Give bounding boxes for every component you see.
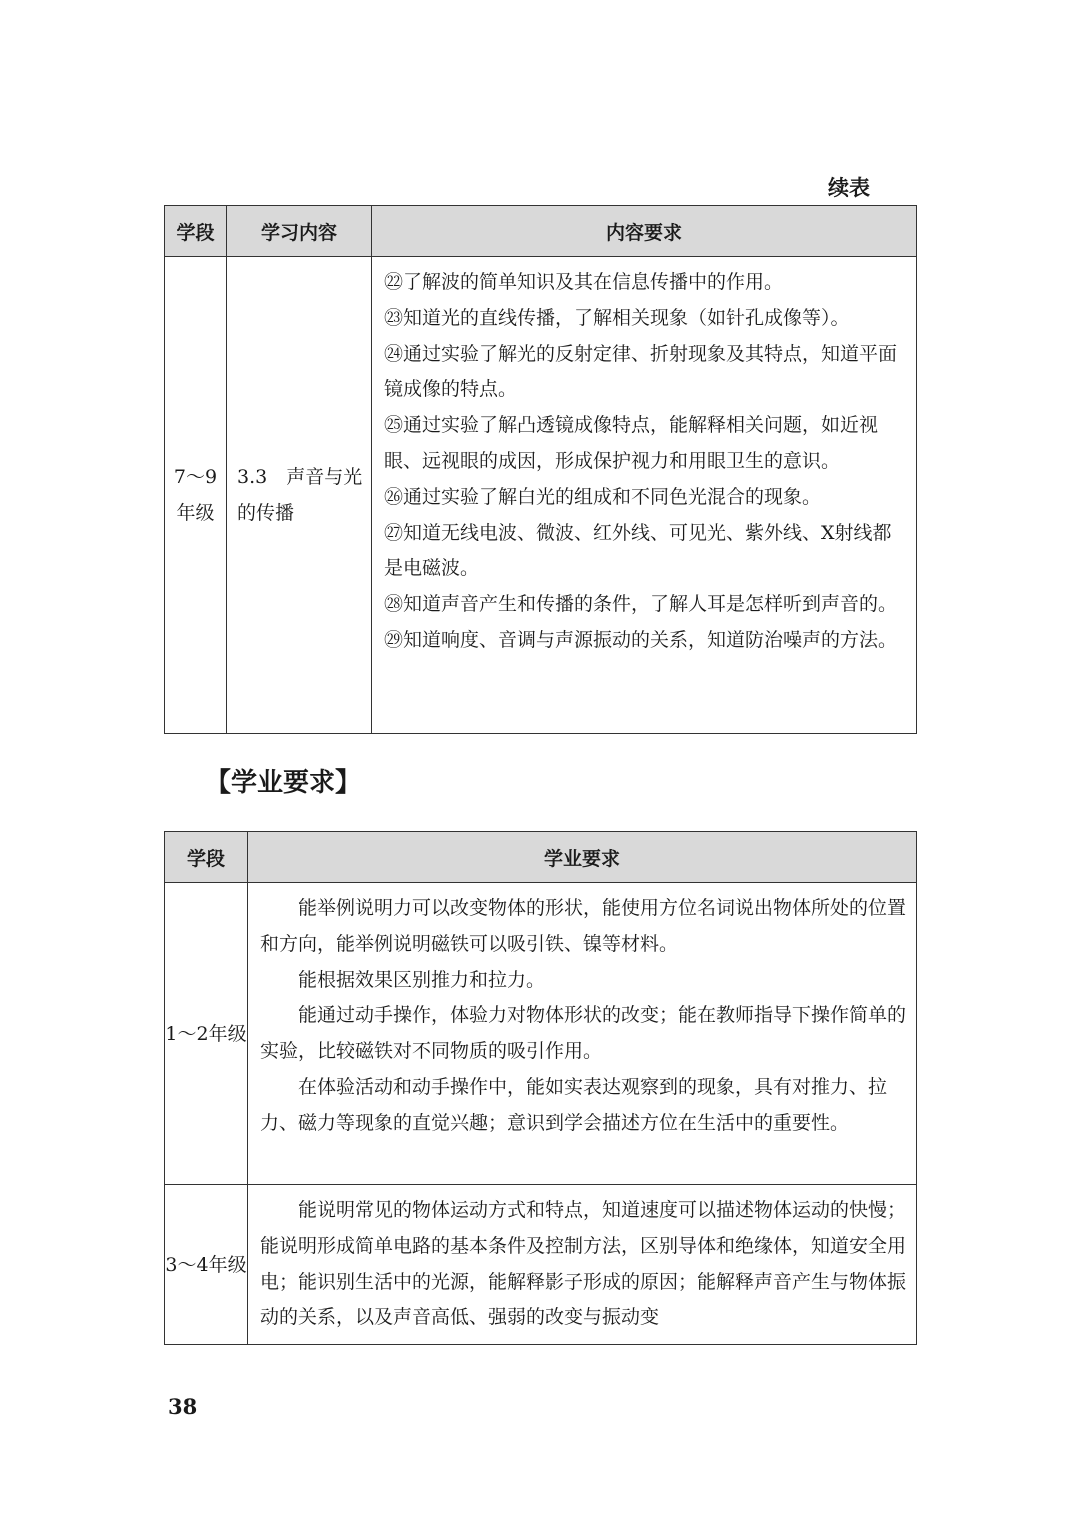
table-header-row — [165, 832, 917, 883]
paragraph: 在体验活动和动手操作中，能如实表达观察到的现象，具有对推力、拉力、磁力等现象的直觉兴趣；意识到学会描述方位在生活中的重要性。 — [260, 1075, 888, 1134]
learning-content-cell: 3.3 声音与光的传播 — [227, 257, 372, 734]
academic-requirements-cell — [248, 883, 917, 1185]
table-row — [165, 883, 917, 1185]
requirements-cell — [372, 257, 917, 734]
paragraph: 能说明常见的物体运动方式和特点，知道速度可以描述物体运动的快慢；能说明形成简单电路的基本条件及控制方法，区别导体和绝缘体，知道安全用电；能识别生活中的光源，能解释影子形成的原因；能解释声音产生与物体振动的关系，以及声音高低、强弱的改变与振动变 — [260, 1199, 907, 1329]
paragraph: 能举例说明力可以改变物体的形状，能使用方位名词说出物体所处的位置和方向，能举例说明磁铁可以吸引铁、镍等材料。 — [260, 897, 907, 955]
requirement-item: ㉗知道无线电波、微波、红外线、可见光、紫外线、X射线都是电磁波。 — [384, 521, 892, 580]
paragraph: 能通过动手操作，体验力对物体形状的改变；能在教师指导下操作简单的实验，比较磁铁对不同物质的吸引作用。 — [260, 1004, 907, 1063]
requirement-item: ㉙知道响度、音调与声源振动的关系，知道防治噪声的方法。 — [384, 628, 898, 651]
requirement-item: ㉕通过实验了解凸透镜成像特点，能解释相关问题，如近视眼、远视眼的成因，形成保护视力和用眼卫生的意识。 — [384, 414, 879, 472]
requirement-item: ㉒了解波的简单知识及其在信息传播中的作用。 — [384, 271, 784, 293]
continuation-label: 续表 — [828, 176, 870, 200]
table-header-row — [165, 206, 917, 257]
requirement-item: ㉓知道光的直线传播，了解相关现象（如针孔成像等）。 — [384, 306, 850, 329]
requirement-item: ㉖通过实验了解白光的组成和不同色光混合的现象。 — [384, 485, 822, 508]
header-content-requirements: 内容要求 — [372, 206, 917, 257]
section-title: 【学业要求】 — [205, 768, 362, 798]
stage-cell: 7～9年级 — [165, 257, 227, 734]
academic-requirements-cell — [248, 1185, 917, 1345]
stage-cell: 1～2年级 — [165, 883, 248, 1185]
academic-requirements-table — [164, 831, 917, 1345]
requirement-item: ㉘知道声音产生和传播的条件，了解人耳是怎样听到声音的。 — [384, 593, 898, 616]
header-academic-requirements: 学业要求 — [248, 832, 917, 883]
header-stage: 学段 — [165, 832, 248, 883]
content-requirements-table — [164, 205, 917, 734]
table-row — [165, 1185, 917, 1345]
stage-cell: 3～4年级 — [165, 1185, 248, 1345]
requirement-item: ㉔通过实验了解光的反射定律、折射现象及其特点，知道平面镜成像的特点。 — [384, 342, 898, 401]
table-row — [165, 257, 917, 734]
header-stage: 学段 — [165, 206, 227, 257]
paragraph: 能根据效果区别推力和拉力。 — [298, 968, 546, 991]
header-learning-content: 学习内容 — [227, 206, 372, 257]
page-number: 38 — [168, 1394, 198, 1419]
